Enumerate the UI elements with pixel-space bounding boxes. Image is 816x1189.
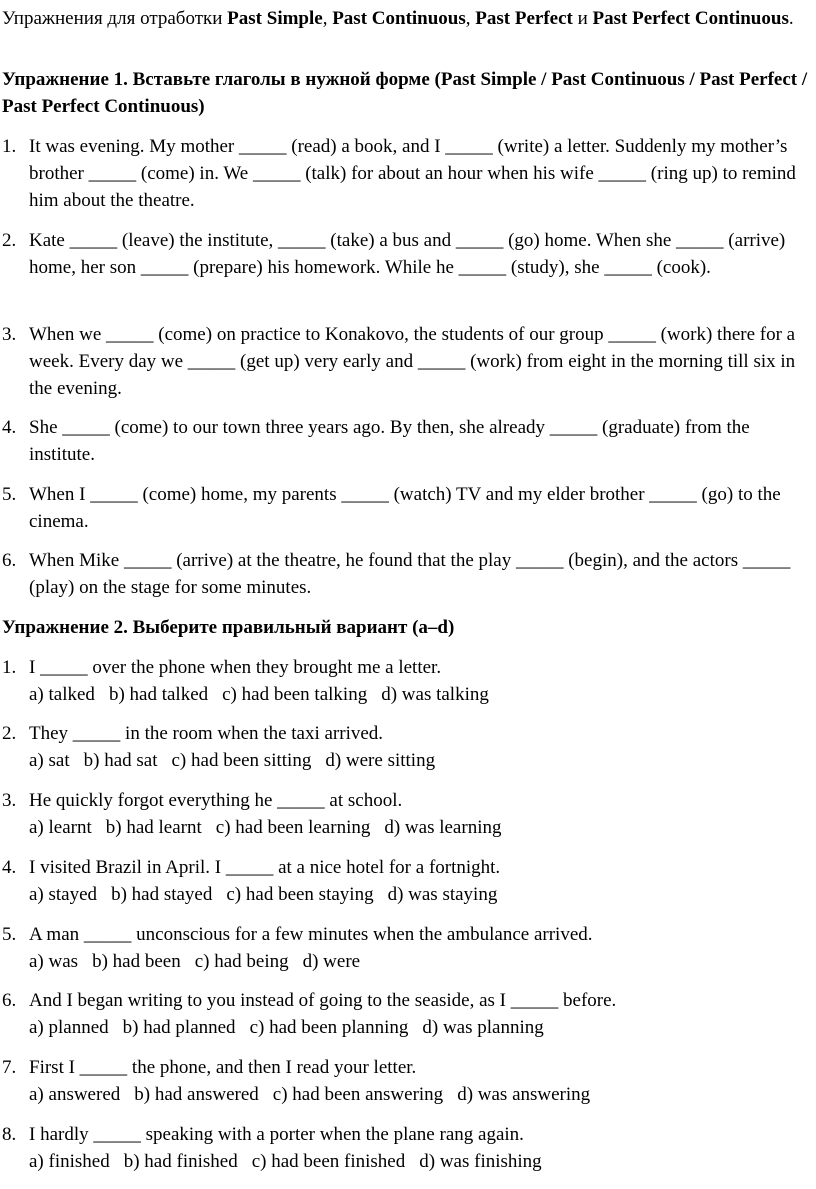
title-tense-4: Past Perfect Continuous — [592, 8, 789, 29]
item-number: 4. — [2, 417, 17, 438]
option-b: b) had answered — [134, 1084, 259, 1105]
title-tense-3: Past Perfect — [475, 8, 573, 29]
title-period: . — [788, 8, 794, 29]
item-number: 2. — [2, 230, 17, 251]
answer-options — [29, 948, 816, 975]
option-b: b) had sat — [83, 750, 158, 771]
option-d: d) were — [302, 951, 361, 972]
item-number: 1. — [2, 136, 17, 157]
exercise-2-item — [2, 987, 816, 1041]
option-a: a) learnt — [29, 817, 92, 838]
exercise-1-item — [2, 321, 816, 402]
option-c: c) had being — [194, 951, 289, 972]
option-d: d) was planning — [422, 1017, 544, 1038]
item-number: 4. — [2, 857, 17, 878]
item-number: 2. — [2, 723, 17, 744]
exercise-1-item — [2, 133, 816, 214]
item-number: 6. — [2, 990, 17, 1011]
title-separator: , — [465, 8, 476, 29]
exercise-2-item — [2, 1054, 816, 1108]
option-a: a) sat — [29, 750, 70, 771]
exercise-2-heading: Упражнение 2. Выберите правильный вариант (a–d) — [2, 617, 455, 638]
answer-options — [29, 681, 816, 708]
option-c: c) had been finished — [251, 1151, 406, 1172]
answer-options — [29, 747, 816, 774]
item-number: 1. — [2, 657, 17, 678]
item-question: I _____ over the phone when they brought me a letter. — [29, 657, 442, 678]
option-c: c) had been sitting — [171, 750, 312, 771]
exercise-2-item — [2, 854, 816, 908]
answer-options — [29, 1014, 816, 1041]
item-question: I hardly _____ speaking with a porter when the plane rang again. — [29, 1124, 524, 1145]
item-question: I visited Brazil in April. I _____ at a nice hotel for a fortnight. — [29, 857, 501, 878]
title-conjunction: и — [572, 8, 593, 29]
exercise-2-item — [2, 921, 816, 975]
option-b: b) had learnt — [105, 817, 202, 838]
title-tense-2: Past Continuous — [332, 8, 466, 29]
item-text: When Mike _____ (arrive) at the theatre, he found that the play _____ (begin), and the actors _____ (play) on the stage for some minutes. — [29, 550, 791, 598]
item-number: 5. — [2, 484, 17, 505]
item-number: 6. — [2, 550, 17, 571]
item-question: They _____ in the room when the taxi arrived. — [29, 723, 384, 744]
option-c: c) had been learning — [215, 817, 371, 838]
item-text: When we _____ (come) on practice to Konakovo, the students of our group _____ (work) there for a week. Every day we _____ (get up) very early and _____ (work) from eight in the morning till six in the evening. — [29, 324, 796, 399]
option-d: d) was finishing — [419, 1151, 542, 1172]
option-c: c) had been planning — [249, 1017, 409, 1038]
exercise-1-heading: Упражнение 1. Вставьте глаголы в нужной форме (Past Simple / Past Continuous / Past Perfect / Past Perfect Continuous) — [2, 69, 808, 117]
item-text: Kate _____ (leave) the institute, _____ (take) a bus and _____ (go) home. When she _____ (arrive) home, her son _____ (prepare) his homework. While he _____ (study), she _____ (cook). — [29, 230, 786, 278]
item-question: First I _____ the phone, and then I read your letter. — [29, 1057, 417, 1078]
item-number: 5. — [2, 924, 17, 945]
answer-options — [29, 881, 816, 908]
item-number: 7. — [2, 1057, 17, 1078]
title-prefix: Упражнения для отработки — [2, 8, 228, 29]
option-b: b) had planned — [122, 1017, 236, 1038]
item-number: 8. — [2, 1124, 17, 1145]
item-number: 3. — [2, 324, 17, 345]
option-a: a) finished — [29, 1151, 110, 1172]
item-question: And I began writing to you instead of going to the seaside, as I _____ before. — [29, 990, 617, 1011]
exercise-2-item — [2, 1121, 816, 1175]
option-c: c) had been answering — [272, 1084, 444, 1105]
exercise-1-item — [2, 547, 816, 601]
item-text: When I _____ (come) home, my parents _____ (watch) TV and my elder brother _____ (go) to the cinema. — [29, 484, 781, 532]
option-b: b) had finished — [123, 1151, 238, 1172]
answer-options — [29, 1148, 816, 1175]
exercise-1-item — [2, 481, 816, 535]
item-number: 3. — [2, 790, 17, 811]
exercise-2-item — [2, 787, 816, 841]
answer-options — [29, 1081, 816, 1108]
item-text: She _____ (come) to our town three years ago. By then, she already _____ (graduate) from the institute. — [29, 417, 750, 465]
exercise-2-item — [2, 720, 816, 774]
item-question: He quickly forgot everything he _____ at school. — [29, 790, 403, 811]
option-c: c) had been talking — [222, 684, 368, 705]
page-title — [2, 6, 814, 32]
option-d: d) was staying — [387, 884, 498, 905]
title-separator: , — [322, 8, 333, 29]
option-a: a) talked — [29, 684, 95, 705]
exercise-1-item — [2, 414, 816, 468]
option-d: d) was learning — [384, 817, 502, 838]
option-c: c) had been staying — [226, 884, 374, 905]
option-a: a) was — [29, 951, 79, 972]
option-a: a) stayed — [29, 884, 98, 905]
option-d: d) were sitting — [325, 750, 436, 771]
exercise-2-item — [2, 654, 816, 708]
item-question: A man _____ unconscious for a few minutes when the ambulance arrived. — [29, 924, 593, 945]
option-b: b) had been — [92, 951, 181, 972]
option-a: a) planned — [29, 1017, 109, 1038]
option-d: d) was answering — [457, 1084, 591, 1105]
item-text: It was evening. My mother _____ (read) a book, and I _____ (write) a letter. Suddenly my mother’s brother _____ (come) in. We _____ (talk) for about an hour when his wife _____ (ring up) to remind him about the theatre. — [29, 136, 796, 211]
option-a: a) answered — [29, 1084, 121, 1105]
title-tense-1: Past Simple — [227, 8, 323, 29]
option-b: b) had talked — [108, 684, 209, 705]
exercise-1-item — [2, 227, 816, 281]
answer-options — [29, 814, 816, 841]
option-d: d) was talking — [381, 684, 489, 705]
option-b: b) had stayed — [111, 884, 213, 905]
